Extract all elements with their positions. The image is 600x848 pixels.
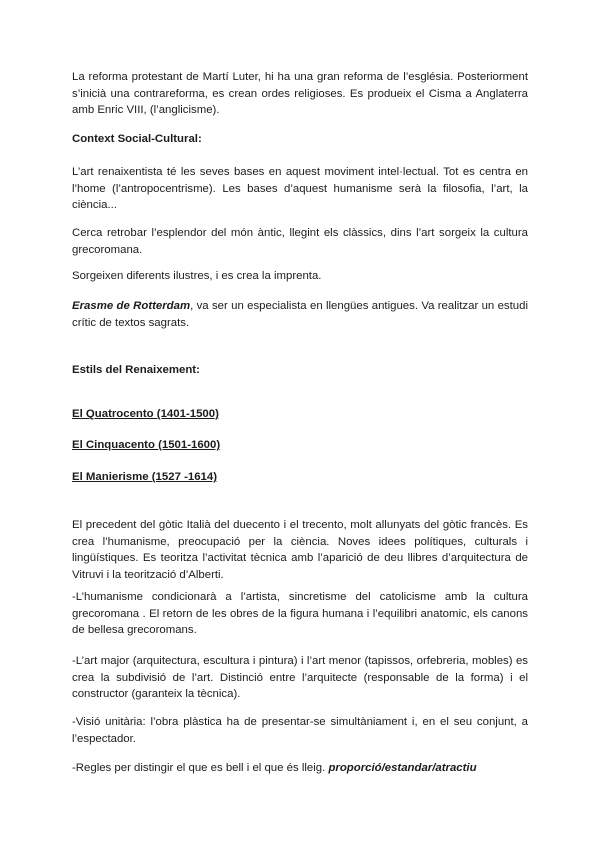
regles-text: -Regles per distingir el que es bell i el que és lleig.: [72, 762, 329, 774]
erasme-name: Erasme de Rotterdam: [72, 300, 191, 312]
context-heading: Context Social-Cultural:: [72, 133, 202, 145]
styles-heading: Estils del Renaixement:: [72, 364, 200, 376]
humanisme-paragraph: -L’humanisme condicionarà a l’artista, sincretisme del catolicisme amb la cultura grecoromana . El retorn de les obres de la figura humana i l’equilibri anatomic, els canons de bellesa grecoromans.: [72, 591, 528, 637]
style-manierisme: El Manierisme (1527 -1614): [72, 471, 217, 483]
regles-paragraph: [72, 760, 528, 777]
visio-paragraph: -Visió unitària: l’obra plàstica ha de presentar-se simultàniament i, en el seu conjunt, a l’espectador.: [72, 716, 528, 745]
erasme-text: , va ser un especialista en llengües antigues. Va realitzar un estudi crític de textos sagrats.: [72, 300, 528, 329]
cerca-paragraph: Cerca retrobar l’esplendor del món àntic, llegint els clàssics, dins l’art sorgeix la cultura grecoromana.: [72, 227, 528, 256]
style-cinquacento: El Cinquacento (1501-1600): [72, 439, 221, 451]
regles-emphasis: proporció/estandar/atractiu: [328, 762, 477, 774]
art-major-paragraph: -L’art major (arquitectura, escultura i pintura) i l’art menor (tapissos, orfebreria, mobles) es crea la subdivisió de l’art. Distinció entre l’arquitecte (responsable de la forma) i el constructor (garanteix la tècnica).: [72, 655, 528, 701]
erasme-paragraph: [72, 298, 528, 331]
art-paragraph: L’art renaixentista té les seves bases en aquest moviment intel·lectual. Tot es centra en l’home (l’antropocentrisme). Les bases d’aquest humanisme serà la filosofia, l’art, la ciència...: [72, 166, 528, 212]
sorgeixen-paragraph: Sorgeixen diferents ilustres, i es crea la imprenta.: [72, 270, 322, 282]
style-quatrocento: El Quatrocento (1401-1500): [72, 408, 219, 420]
intro-paragraph: La reforma protestant de Martí Luter, hi ha una gran reforma de l’església. Posteriorment s’inicià una contrareforma, es crean ordes religioses. Es produeix el Cisma a Anglaterra amb Enric VIII, (l’anglicisme).: [72, 71, 528, 117]
precedent-paragraph: El precedent del gòtic Italià del duecento i el trecento, molt allunyats del gòtic francès. Es crea l’humanisme, preocupació per la ciència. Noves idees polítiques, culturals i lingüístiques. Es teoritza l’activitat tècnica amb l’aparició de deu llibres d’arquitectura de Vitruvi i la teorització d’Alberti.: [72, 519, 528, 581]
